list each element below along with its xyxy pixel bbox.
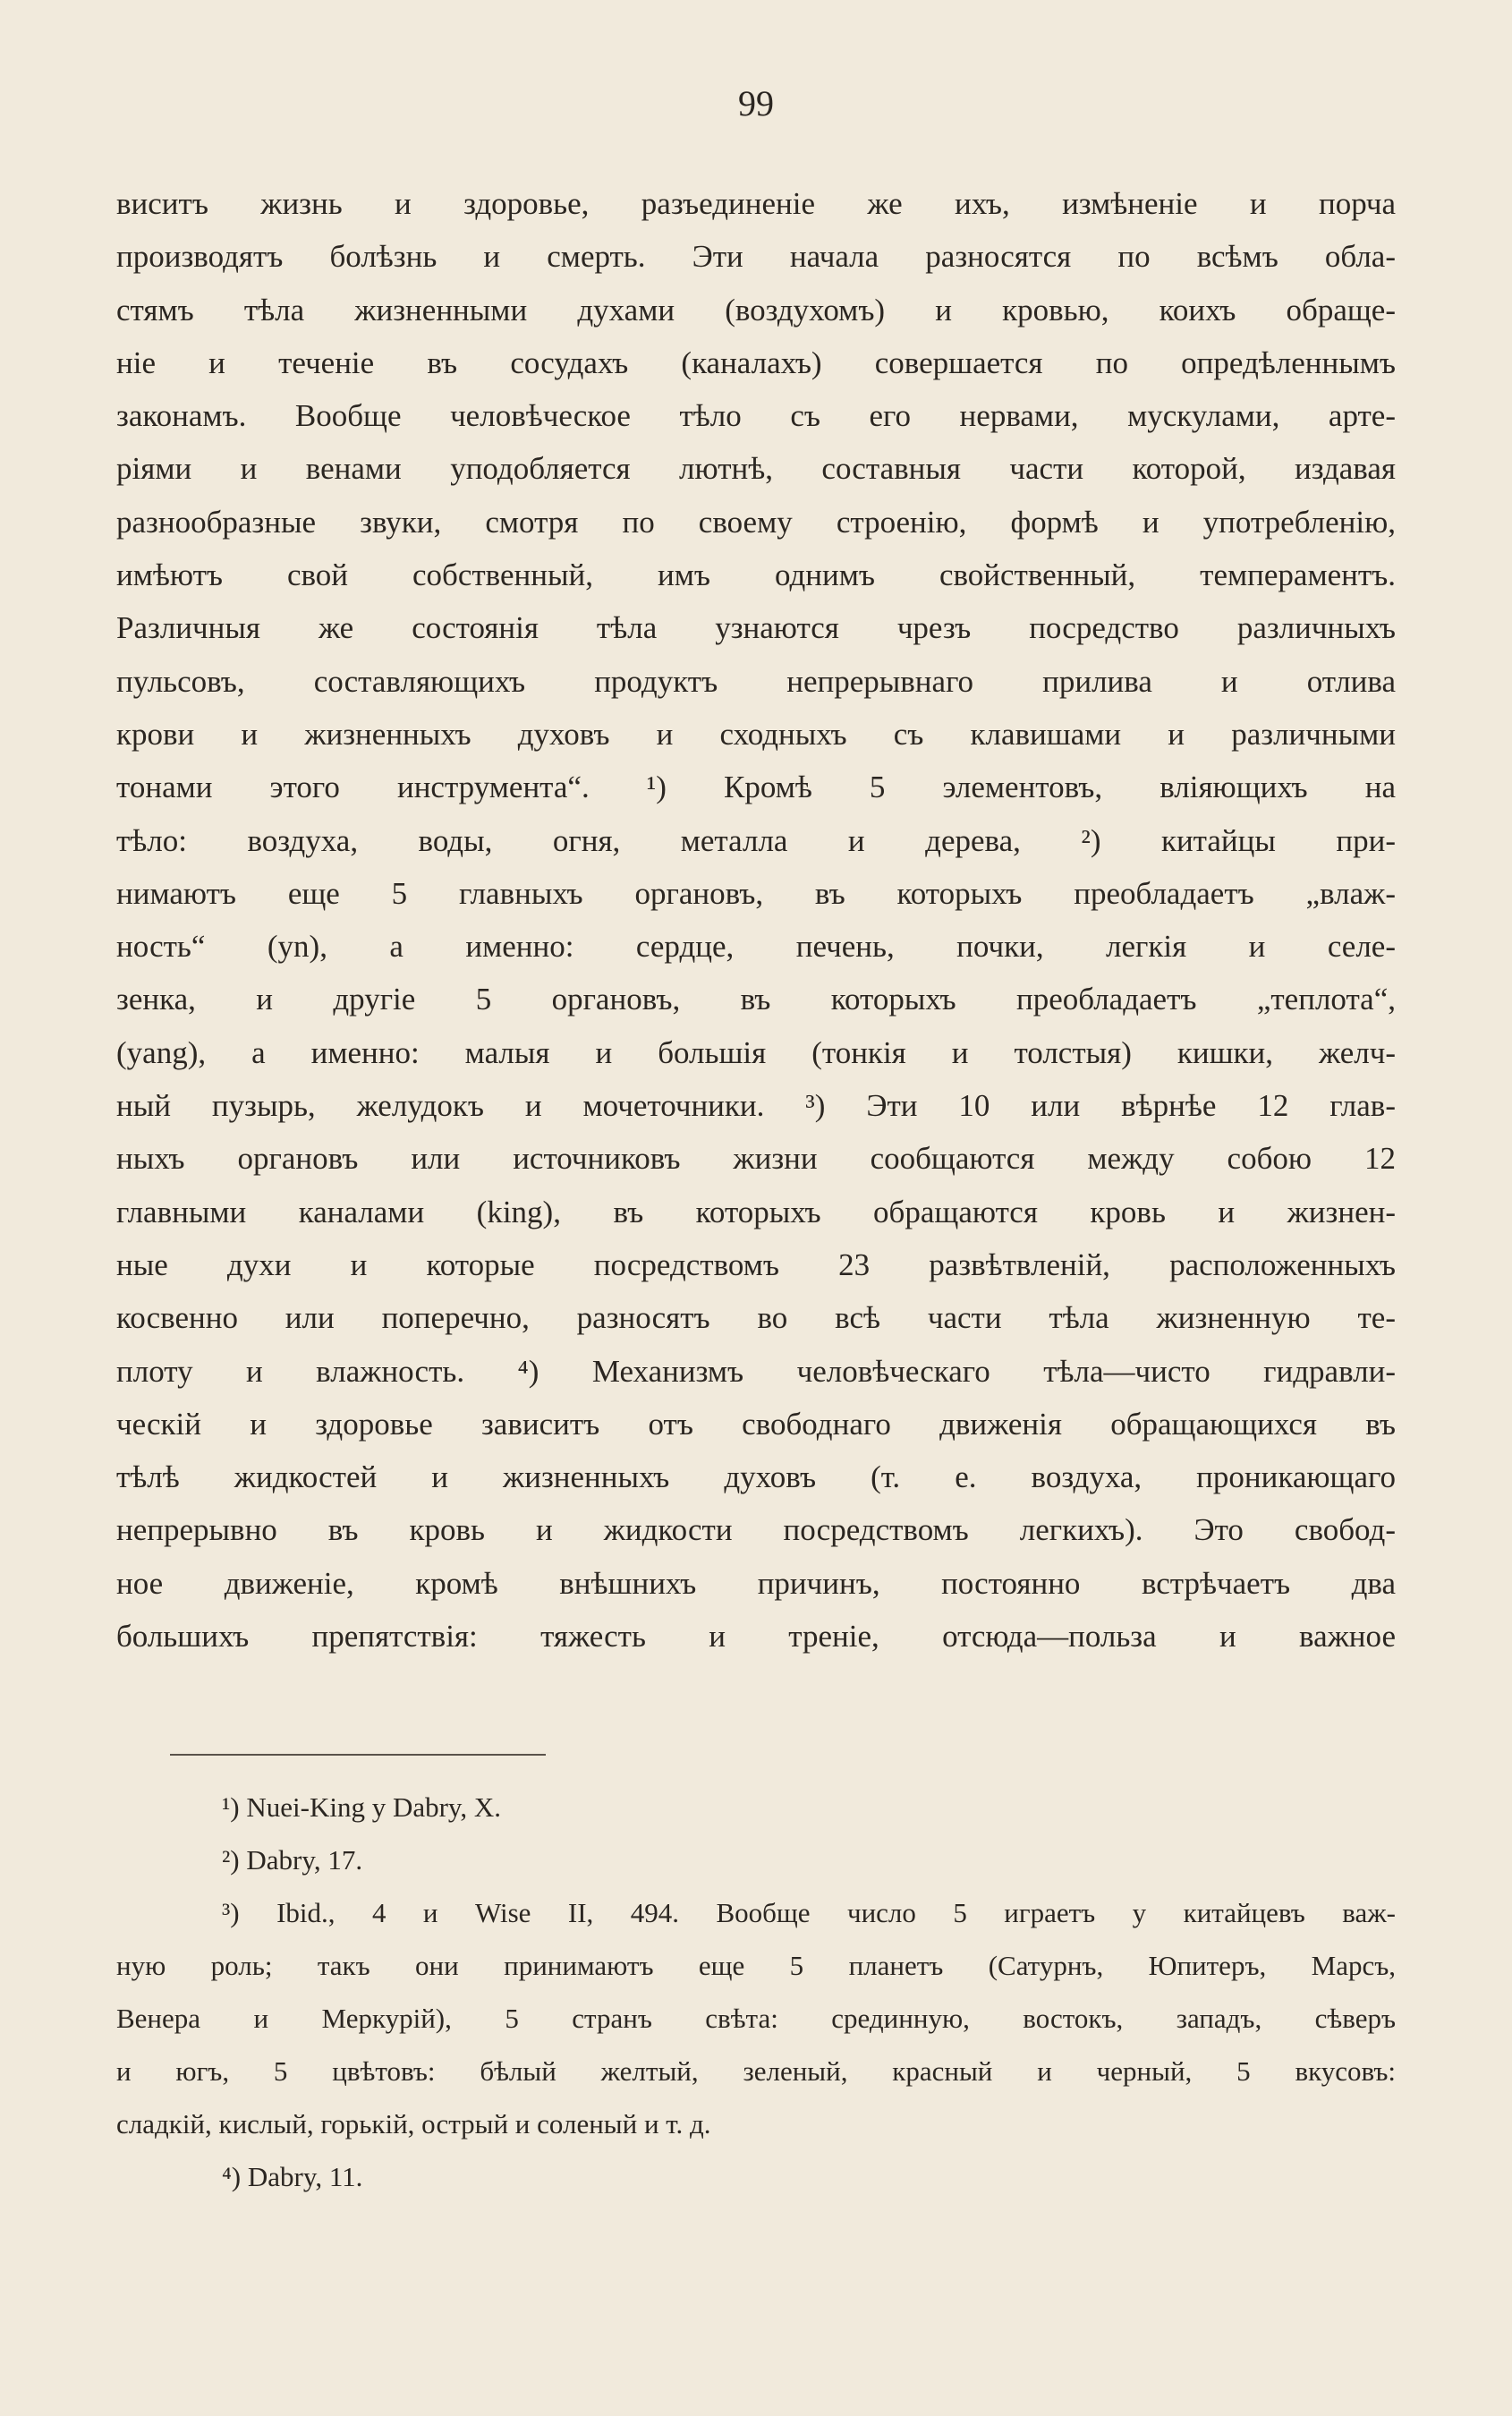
footnotes — [116, 1781, 1396, 2203]
footnote-3-line: ную роль; такъ они принимаютъ еще 5 планетъ (Сатурнъ, Юпитеръ, Марсъ, — [116, 1950, 1396, 1981]
text-line: ное движеніе, кромѣ внѣшнихъ причинъ, постоянно встрѣчаетъ два — [116, 1565, 1396, 1601]
text-line: непрерывно въ кровь и жидкости посредствомъ легкихъ). Это свобод- — [116, 1512, 1396, 1548]
text-line: ные духи и которые посредствомъ 23 развѣтвленій, расположенныхъ — [116, 1246, 1396, 1282]
footnote-3-line: и югъ, 5 цвѣтовъ: бѣлый желтый, зеленый, красный и черный, 5 вкусовъ: — [116, 2055, 1396, 2087]
text-line: тѣло: воздуха, воды, огня, металла и дерева, ²) китайцы при- — [116, 822, 1396, 858]
text-line: пульсовъ, составляющихъ продуктъ непрерывнаго прилива и отлива — [116, 663, 1396, 699]
text-line: законамъ. Вообще человѣческое тѣло съ его нервами, мускулами, арте- — [116, 398, 1396, 434]
footnote-4: ⁴) Dabry, 11. — [222, 2161, 363, 2192]
text-line: плоту и влажность. ⁴) Механизмъ человѣческаго тѣла—чисто гидравли- — [116, 1353, 1396, 1389]
footnote-2: ²) Dabry, 17. — [222, 1844, 363, 1876]
footnote-3-line: сладкій, кислый, горькій, острый и соленый и т. д. — [116, 2108, 711, 2140]
text-line: тонами этого инструмента“. ¹) Кромѣ 5 элементовъ, вліяющихъ на — [116, 770, 1396, 805]
footnote-1: ¹) Nuei-King y Dabry, X. — [222, 1791, 502, 1823]
text-line: ческій и здоровье зависитъ отъ свободнаго движенія обращающихся въ — [116, 1406, 1396, 1442]
text-line: виситъ жизнь и здоровье, разъединеніе же ихъ, измѣненіе и порча — [116, 186, 1396, 221]
text-line: главными каналами (king), въ которыхъ обращаются кровь и жизнен- — [116, 1194, 1396, 1229]
text-line: большихъ препятствія: тяжесть и треніе, отсюда—польза и важное — [116, 1619, 1396, 1655]
text-line: ріями и венами уподобляется лютнѣ, составныя части которой, издавая — [116, 451, 1396, 487]
text-line: ныхъ органовъ или источниковъ жизни сообщаются между собою 12 — [116, 1141, 1396, 1177]
text-line: тѣлѣ жидкостей и жизненныхъ духовъ (т. е. воздуха, проникающаго — [116, 1459, 1396, 1495]
text-line: ный пузырь, желудокъ и мочеточники. ³) Эти 10 или вѣрнѣе 12 глав- — [116, 1088, 1396, 1124]
body-text — [116, 177, 1396, 1663]
text-line: разнообразные звуки, смотря по своему строенію, формѣ и употребленію, — [116, 504, 1396, 540]
footnote-3: ³) Ibid., 4 и Wise II, 494. Вообще число 5 играетъ у китайцевъ важ- — [222, 1897, 1396, 1928]
text-line: зенка, и другіе 5 органовъ, въ которыхъ преобладаетъ „теплота“, — [116, 982, 1396, 1017]
text-line: Различныя же состоянія тѣла узнаются чрезъ посредство различныхъ — [116, 610, 1396, 646]
text-line: (yang), а именно: малыя и большія (тонкія и толстыя) кишки, желч- — [116, 1034, 1396, 1070]
text-line: крови и жизненныхъ духовъ и сходныхъ съ клавишами и различными — [116, 716, 1396, 752]
text-line: ніе и теченіе въ сосудахъ (каналахъ) совершается по опредѣленнымъ — [116, 345, 1396, 380]
footnote-3-line: Венера и Меркурій), 5 странъ свѣта: срединную, востокъ, западъ, сѣверъ — [116, 2003, 1396, 2034]
footnote-separator — [170, 1754, 546, 1756]
page-number: 99 — [738, 83, 774, 123]
text-line: нимаютъ еще 5 главныхъ органовъ, въ которыхъ преобладаетъ „влаж- — [116, 875, 1396, 911]
text-line: ность“ (yn), а именно: сердце, печень, почки, легкія и селе- — [116, 929, 1396, 965]
text-line: косвенно или поперечно, разносятъ во всѣ части тѣла жизненную те- — [116, 1300, 1396, 1336]
text-line: имѣютъ свой собственный, имъ однимъ свойственный, темпераментъ. — [116, 557, 1396, 593]
text-line: стямъ тѣла жизненными духами (воздухомъ) и кровью, коихъ обраще- — [116, 292, 1396, 328]
text-line: производятъ болѣзнь и смерть. Эти начала разносятся по всѣмъ обла- — [116, 239, 1396, 275]
